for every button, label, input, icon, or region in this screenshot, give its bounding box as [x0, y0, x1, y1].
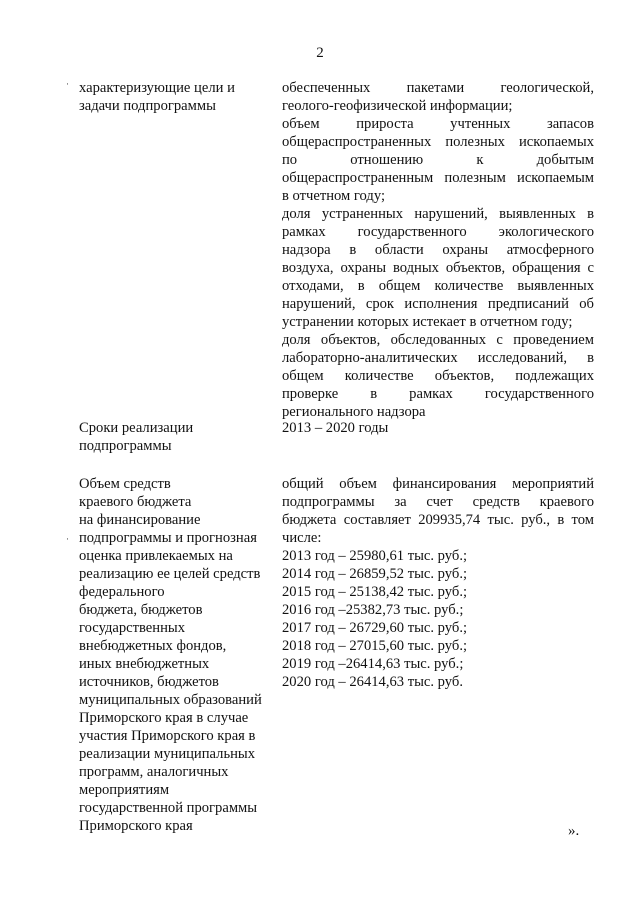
funding-year-line: 2020 год – 26414,63 тыс. руб. [282, 674, 463, 690]
value-line: устранении которых истекает в отчетном году; [282, 314, 573, 330]
label-line: на финансирование [79, 512, 201, 528]
funding-year-line: 2015 год – 25138,42 тыс. руб.; [282, 584, 468, 600]
value-line: общераспространенных полезных ископаемых [282, 134, 594, 150]
label-line: внебюджетных фондов, [79, 638, 227, 654]
value-line: общий объем финансирования мероприятий [282, 476, 594, 492]
value-line: рамках государственного экологического [282, 224, 594, 240]
label-line: муниципальных образований [79, 692, 262, 708]
label-line: подпрограммы и прогнозная [79, 530, 257, 546]
value-line: 2013 – 2020 годы [282, 420, 389, 436]
value-line: бюджета составляет 209935,74 тыс. руб., в том [282, 512, 594, 528]
margin-mark: · [66, 534, 69, 544]
value-line: в отчетном году; [282, 188, 386, 204]
value-line: подпрограммы за счет средств краевого [282, 494, 594, 510]
label-line: источников, бюджетов [79, 674, 219, 690]
value-line: нарушений, срок исполнения предписаний об [282, 296, 594, 312]
row-2-label [79, 419, 271, 455]
value-line: отходами, в общем количестве выявленных [282, 278, 594, 294]
label-line: Приморского края [79, 818, 193, 834]
label-line: федерального [79, 584, 165, 600]
row-1-label [79, 79, 271, 115]
label-line: бюджета, бюджетов [79, 602, 203, 618]
label-line: государственных [79, 620, 186, 636]
label-line: участия Приморского края в [79, 728, 256, 744]
label-line: краевого бюджета [79, 494, 192, 510]
label-line: реализации муниципальных [79, 746, 256, 762]
label-line: оценка привлекаемых на [79, 548, 233, 564]
closing-quote-mark: ». [568, 823, 580, 839]
value-line: объем прироста учтенных запасов [282, 116, 594, 132]
label-line: задачи подпрограммы [79, 98, 216, 114]
label-line: государственной программы [79, 800, 258, 816]
label-line: Сроки реализации [79, 420, 194, 436]
funding-year-line: 2018 год – 27015,60 тыс. руб.; [282, 638, 468, 654]
value-line: проверке в рамках государственного [282, 386, 594, 402]
row-2-value [282, 419, 594, 437]
row-3-value [282, 475, 594, 691]
label-line: программ, аналогичных [79, 764, 229, 780]
page-number: 2 [316, 45, 324, 61]
label-line: мероприятиям [79, 782, 170, 798]
label-line: реализацию ее целей средств [79, 566, 261, 582]
funding-year-line: 2014 год – 26859,52 тыс. руб.; [282, 566, 468, 582]
label-line: характеризующие цели и [79, 80, 235, 96]
value-line: геолого-геофизической информации; [282, 98, 513, 114]
label-line: иных внебюджетных [79, 656, 210, 672]
value-line: обеспеченных пакетами геологической, [282, 80, 594, 96]
value-line: по отношению к добытым [282, 152, 594, 168]
value-line: воздуха, охраны водных объектов, обращения с [282, 260, 594, 276]
value-line: регионального надзора [282, 404, 426, 420]
row-1-value [282, 79, 594, 421]
margin-mark: · [66, 79, 69, 89]
funding-year-line: 2013 год – 25980,61 тыс. руб.; [282, 548, 468, 564]
funding-year-line: 2017 год – 26729,60 тыс. руб.; [282, 620, 468, 636]
value-line: надзора в области охраны атмосферного [282, 242, 594, 258]
value-line: общераспространенным полезным ископаемым [282, 170, 594, 186]
value-line: общем количестве объектов, подлежащих [282, 368, 594, 384]
row-3-label [79, 475, 271, 835]
label-line: подпрограммы [79, 438, 172, 454]
label-line: Объем средств [79, 476, 171, 492]
label-line: Приморского края в случае [79, 710, 249, 726]
value-line: доля устраненных нарушений, выявленных в [282, 206, 594, 222]
funding-year-line: 2016 год –25382,73 тыс. руб.; [282, 602, 464, 618]
value-line: доля объектов, обследованных с проведением [282, 332, 594, 348]
value-line: числе: [282, 530, 322, 546]
funding-year-line: 2019 год –26414,63 тыс. руб.; [282, 656, 464, 672]
value-line: лабораторно-аналитических исследований, в [282, 350, 594, 366]
